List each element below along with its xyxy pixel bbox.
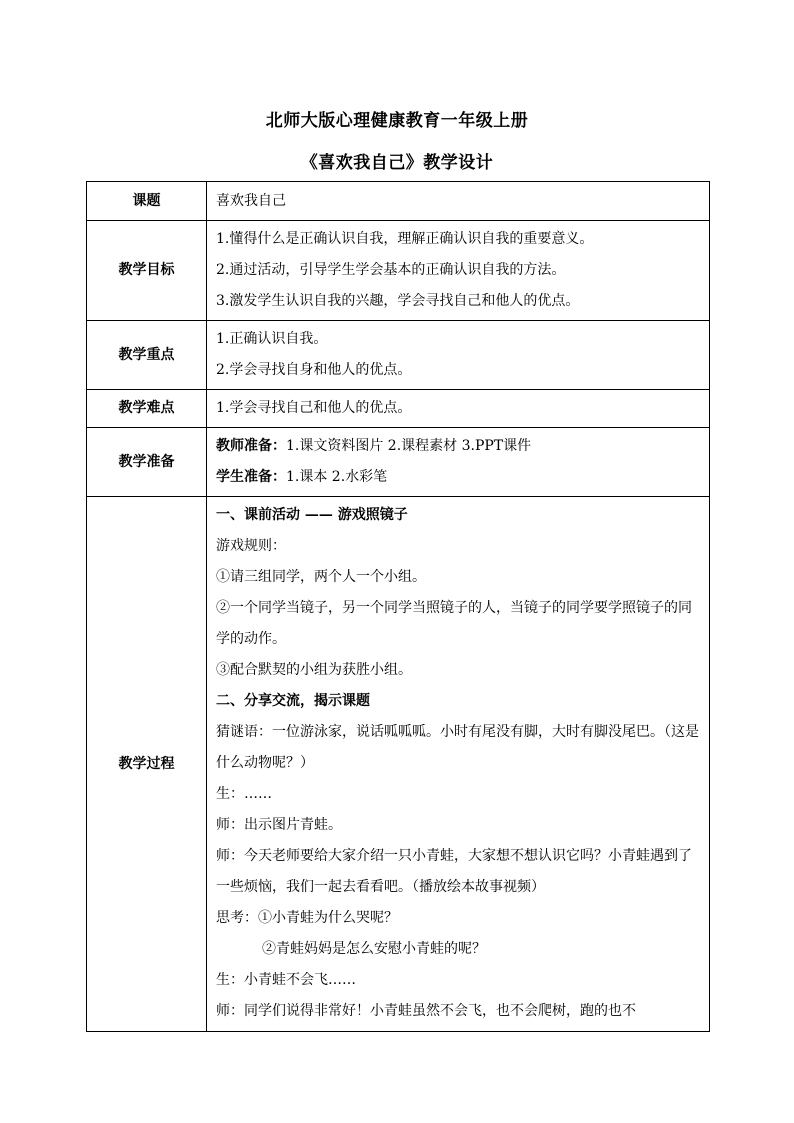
student-preparation-label: 学生准备： <box>216 469 286 485</box>
teacher-preparation <box>216 431 709 462</box>
section2-heading: 二、分享交流，揭示课题 <box>216 693 370 709</box>
think-question: 思考：①小青蛙为什么哭呢？ <box>216 910 398 926</box>
teacher-preparation-label: 教师准备： <box>216 438 286 454</box>
rule-item: ①请三组同学，两个人一个小组。 <box>216 569 426 585</box>
teacher-line: 师：同学们说得非常好！小青蛙虽然不会飞，也不会爬树，跑的也不 <box>216 1003 636 1019</box>
think-question: ②青蛙妈妈是怎么安慰小青蛙的呢？ <box>262 941 486 957</box>
difficulty-item: 1.学会寻找自己和他人的优点。 <box>216 400 412 416</box>
teacher-line: 师：今天老师要给大家介绍一只小青蛙，大家想不想认识它吗？小青蛙遇到了一些烦恼，我们一起去看看吧。（播放绘本故事视频） <box>216 848 692 895</box>
rule-item: ③配合默契的小组为获胜小组。 <box>216 662 412 678</box>
row-topic <box>87 182 710 221</box>
document-subtitle: 《喜欢我自己》教学设计 <box>300 153 494 173</box>
preparation-label: 教学准备 <box>87 428 207 497</box>
teacher-preparation-value: 1.课文资料图片 2.课程素材 3.PPT课件 <box>286 438 532 454</box>
preparation-content <box>207 428 710 497</box>
process-content <box>207 497 710 1032</box>
goals-content <box>207 221 710 321</box>
lesson-plan-table <box>86 181 710 1032</box>
process-label: 教学过程 <box>87 497 207 1032</box>
goal-item: 1.懂得什么是正确认识自我，理解正确认识自我的重要意义。 <box>216 231 594 247</box>
topic-text: 喜欢我自己 <box>216 192 286 209</box>
goals-label: 教学目标 <box>87 221 207 321</box>
key-point-item: 2.学会寻找自身和他人的优点。 <box>216 362 412 378</box>
goal-item: 2.通过活动，引导学生学会基本的正确认识自我的方法。 <box>216 262 566 278</box>
rules-label: 游戏规则： <box>216 538 286 554</box>
student-preparation-value: 1.课本 2.水彩笔 <box>286 469 388 485</box>
goal-item: 3.激发学生认识自我的兴趣，学会寻找自己和他人的优点。 <box>216 293 580 309</box>
row-process <box>87 497 710 1032</box>
row-preparation <box>87 428 710 497</box>
topic-value <box>207 182 710 221</box>
student-preparation <box>216 462 709 493</box>
topic-label: 课题 <box>87 182 207 221</box>
student-response: 生：小青蛙不会飞…… <box>216 972 356 988</box>
riddle-text: 猜谜语：一位游泳家，说话呱呱呱。小时有尾没有脚，大时有脚没尾巴。（这是什么动物呢？） <box>216 724 699 771</box>
row-goals <box>87 221 710 321</box>
teacher-line: 师：出示图片青蛙。 <box>216 817 342 833</box>
rule-item: ②一个同学当镜子，另一个同学当照镜子的人，当镜子的同学要学照镜子的同学的动作。 <box>216 600 692 647</box>
difficulties-label: 教学难点 <box>87 390 207 428</box>
key-point-item: 1.正确认识自我。 <box>216 331 328 347</box>
student-response: 生：…… <box>216 786 272 802</box>
key-points-content <box>207 321 710 390</box>
row-difficulties <box>87 390 710 428</box>
key-points-label: 教学重点 <box>87 321 207 390</box>
difficulties-content <box>207 390 710 428</box>
row-key-points <box>87 321 710 390</box>
section1-heading: 一、课前活动 —— 游戏照镜子 <box>216 507 408 523</box>
document-title: 北师大版心理健康教育一年级上册 <box>265 111 529 131</box>
